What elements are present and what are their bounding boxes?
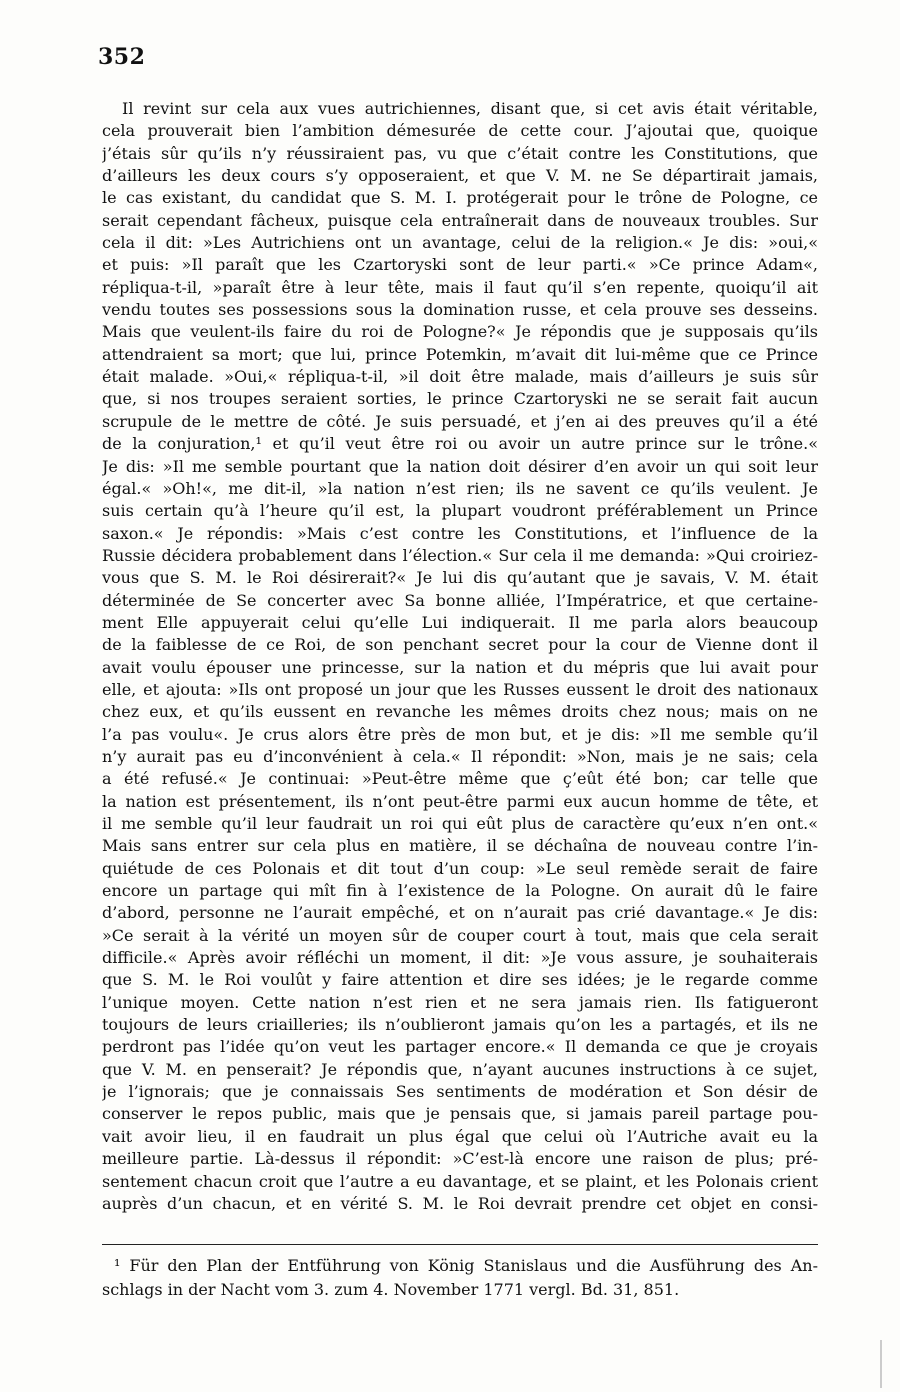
text-line: saxon.« Je répondis: »Mais c’est contre les Constitutions, et l’influence de la bbox=[102, 523, 818, 543]
page-number: 352 bbox=[98, 44, 146, 70]
text-line: la nation est présentement, ils n’ont peut-être parmi eux aucun homme de tête, et bbox=[102, 791, 818, 811]
text-line: déterminée de Se concerter avec Sa bonne alliée, l’Impératrice, et que certaine- bbox=[102, 590, 818, 610]
text-line: suis certain qu’à l’heure qu’il est, la plupart voudront préférablement un Prince bbox=[102, 501, 818, 521]
text-line: a été refusé.« Je continuai: »Peut-être même que ç’eût été bon; car telle que bbox=[102, 769, 818, 789]
body-text bbox=[102, 98, 818, 1215]
text-line: et puis: »Il paraît que les Czartoryski sont de leur parti.« »Ce prince Adam«, bbox=[102, 255, 818, 275]
text-line: Je dis: »Il me semble pourtant que la nation doit désirer d’en avoir un qui soit leur bbox=[102, 456, 818, 476]
text-line: avait voulu épouser une princesse, sur la nation et du mépris que lui avait pour bbox=[102, 657, 818, 677]
text-line: vait avoir lieu, il en faudrait un plus égal que celui où l’Autriche avait eu la bbox=[102, 1126, 818, 1146]
text-line: d’abord, personne ne l’aurait empêché, et on n’aurait pas crié davantage.« Je dis: bbox=[102, 903, 818, 923]
text-line: vendu toutes ses possessions sous la domination russe, et cela prouve ses desseins. bbox=[102, 300, 818, 320]
text-line: cela prouverait bien l’ambition démesurée de cette cour. J’ajoutai que, quoique bbox=[102, 121, 818, 141]
footnote-rule bbox=[102, 1244, 818, 1245]
footnote bbox=[102, 1254, 818, 1302]
text-line: le cas existant, du candidat que S. M. I. protégerait pour le trône de Pologne, ce bbox=[102, 188, 818, 208]
text-line: meilleure partie. Là-dessus il répondit: »C’est-là encore une raison de plus; pré- bbox=[102, 1149, 818, 1169]
text-line: quiétude de ces Polonais et dit tout d’un coup: »Le seul remède serait de faire bbox=[102, 858, 818, 878]
footnote-line: schlags in der Nacht vom 3. zum 4. November 1771 vergl. Bd. 31, 851. bbox=[102, 1280, 680, 1299]
text-line: que V. M. en penserait? Je répondis que, n’ayant aucunes instructions à ce sujet, bbox=[102, 1059, 818, 1079]
text-line: l’a pas voulu«. Je crus alors être près de mon but, et je dis: »Il me semble qu’il bbox=[102, 724, 818, 744]
text-line: »Ce serait à la vérité un moyen sûr de couper court à tout, mais que cela serait bbox=[102, 925, 818, 945]
text-line: j’étais sûr qu’ils n’y réussiraient pas, vu que c’était contre les Constitutions, que bbox=[102, 143, 818, 163]
text-line: de la faiblesse de ce Roi, de son penchant secret pour la cour de Vienne dont il bbox=[102, 635, 818, 655]
text-line: que S. M. le Roi voulût y faire attention et dire ses idées; je le regarde comme bbox=[102, 970, 818, 990]
text-line: cela il dit: »Les Autrichiens ont un avantage, celui de la religion.« Je dis: »oui,« bbox=[102, 233, 818, 253]
text-line: était malade. »Oui,« répliqua-t-il, »il doit être malade, mais d’ailleurs je suis sûr bbox=[102, 367, 818, 387]
text-line: que, si nos troupes seraient sorties, le prince Czartoryski ne se serait fait aucun bbox=[102, 389, 818, 409]
text-line: vous que S. M. le Roi désirerait?« Je lui dis qu’autant que je savais, V. M. était bbox=[102, 568, 818, 588]
text-line: Mais sans entrer sur cela plus en matière, il se déchaîna de nouveau contre l’in- bbox=[102, 836, 818, 856]
text-line: Russie décidera probablement dans l’élection.« Sur cela il me demanda: »Qui croiriez- bbox=[102, 545, 818, 565]
text-line: chez eux, et qu’ils eussent en revanche les mêmes droits chez nous; mais on ne bbox=[102, 702, 818, 722]
text-line: auprès d’un chacun, et en vérité S. M. le Roi devrait prendre cet objet en consi- bbox=[102, 1193, 818, 1213]
text-line: répliqua-t-il, »paraît être à leur tête, mais il faut qu’il s’en repente, quoiqu’il ait bbox=[102, 277, 818, 297]
text-line: d’ailleurs les deux cours s’y opposeraient, et que V. M. ne Se départirait jamais, bbox=[102, 166, 818, 186]
text-line: Mais que veulent-ils faire du roi de Pologne?« Je répondis que je supposais qu’ils bbox=[102, 322, 818, 342]
text-line: difficile.« Après avoir réfléchi un moment, il dit: »Je vous assure, je souhaiterais bbox=[102, 948, 818, 968]
text-line: encore un partage qui mît fin à l’existence de la Pologne. On aurait dû le faire bbox=[102, 881, 818, 901]
text-line: de la conjuration,¹ et qu’il veut être roi ou avoir un autre prince sur le trône.« bbox=[102, 434, 818, 454]
footnote-line: ¹ Für den Plan der Entführung von König Stanislaus und die Ausführung des An- bbox=[114, 1256, 818, 1275]
text-line: sentement chacun croit que l’autre a eu davantage, et se plaint, et les Polonais crient bbox=[102, 1171, 818, 1191]
text-line: je l’ignorais; que je connaissais Ses sentiments de modération et Son désir de bbox=[102, 1082, 818, 1102]
text-line: ment Elle appuyerait celui qu’elle Lui indiquerait. Il me parla alors beaucoup bbox=[102, 612, 818, 632]
text-line: n’y aurait pas eu d’inconvénient à cela.« Il répondit: »Non, mais je ne sais; cela bbox=[102, 746, 818, 766]
text-line: l’unique moyen. Cette nation n’est rien et ne sera jamais rien. Ils fatigueront bbox=[102, 992, 818, 1012]
text-line: scrupule de le mettre de côté. Je suis persuadé, et j’en ai des preuves qu’il a été bbox=[102, 411, 818, 431]
text-line: attendraient sa mort; que lui, prince Potemkin, m’avait dit lui-même que ce Prince bbox=[102, 344, 818, 364]
text-line: il me semble qu’il leur faudrait un roi qui eût plus de caractère qu’eux n’en ont.« bbox=[102, 814, 818, 833]
text-line: conserver le repos public, mais que je pensais que, si jamais pareil partage pou- bbox=[102, 1104, 818, 1124]
text-line: Il revint sur cela aux vues autrichiennes, disant que, si cet avis était véritable, bbox=[122, 99, 818, 118]
text-line: toujours de leurs criailleries; ils n’oublieront jamais qu’on les a partagés, et ils ne bbox=[102, 1015, 818, 1035]
text-line: serait cependant fâcheux, puisque cela entraînerait dans de nouveaux troubles. Sur bbox=[102, 210, 818, 230]
scan-mark bbox=[880, 1340, 882, 1388]
text-line: perdront pas l’idée qu’on veut les partager encore.« Il demanda ce que je croyais bbox=[102, 1037, 818, 1057]
text-line: elle, et ajouta: »Ils ont proposé un jour que les Russes eussent le droit des nationaux bbox=[102, 679, 818, 699]
text-line: égal.« »Oh!«, me dit-il, »la nation n’est rien; ils ne savent ce qu’ils veulent. Je bbox=[102, 478, 818, 498]
